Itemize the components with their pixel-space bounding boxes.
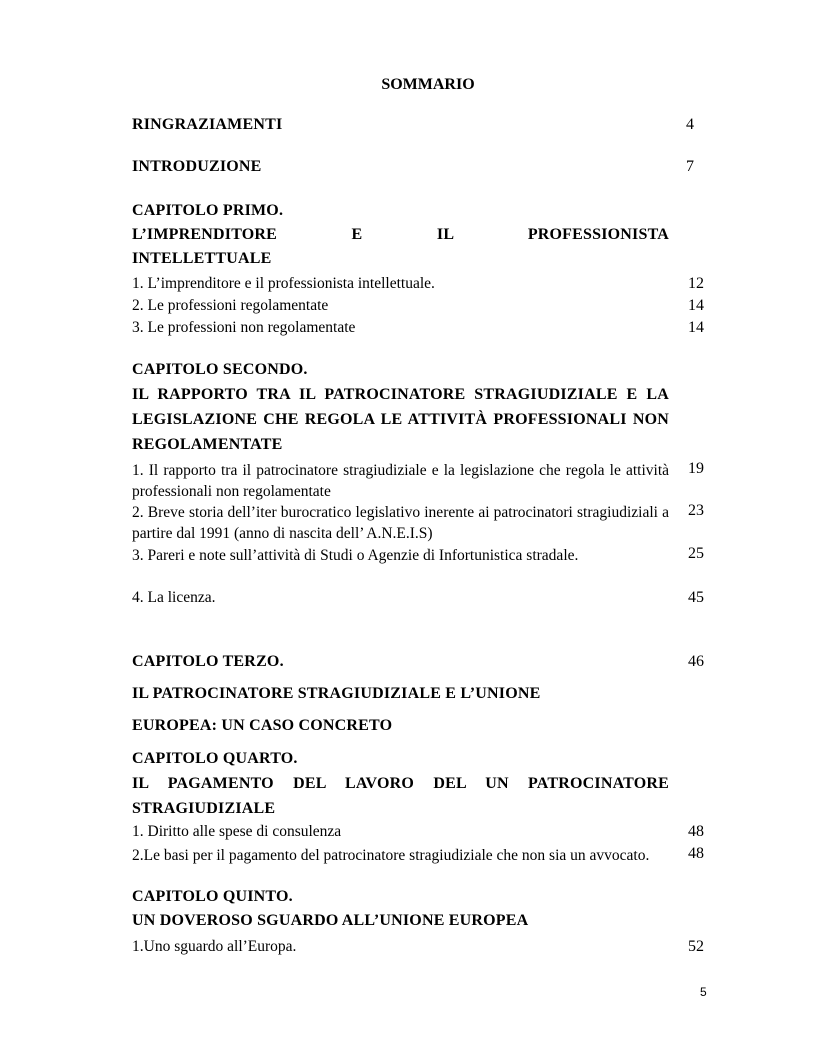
chapter-subtitle: INTELLETTUALE xyxy=(132,250,272,267)
toc-entry[interactable]: 1. Il rapporto tra il patrocinatore stragiudiziale e la legislazione che regola le attività professionali non regolamentate xyxy=(132,462,669,500)
toc-page-number: 4 xyxy=(686,116,694,133)
toc-entry[interactable]: 2.Le basi per il pagamento del patrocinatore stragiudiziale che non sia un avvocato. xyxy=(132,847,650,864)
chapter-subtitle: UN DOVEROSO SGUARDO ALL’UNIONE EUROPEA xyxy=(132,912,529,929)
toc-ringraziamenti[interactable]: RINGRAZIAMENTI xyxy=(132,116,283,133)
chapter-subtitle: L’IMPRENDITORE E IL PROFESSIONISTA xyxy=(132,226,670,243)
chapter-subtitle: IL PAGAMENTO DEL LAVORO DEL UN PATROCINATORE STRAGIUDIZIALE xyxy=(132,775,669,817)
toc-page-number: 23 xyxy=(688,502,704,519)
toc-page-number: 48 xyxy=(688,845,704,862)
toc-entry[interactable]: 4. La licenza. xyxy=(132,589,216,606)
page-title: SOMMARIO xyxy=(381,76,475,93)
toc-page-number: 46 xyxy=(688,653,704,670)
toc-page-number: 12 xyxy=(688,275,704,292)
toc-page-number: 52 xyxy=(688,938,704,955)
toc-entry[interactable]: 3. Le professioni non regolamentate xyxy=(132,319,356,336)
toc-entry[interactable]: 1. Diritto alle spese di consulenza xyxy=(132,823,342,840)
chapter-heading: CAPITOLO QUINTO. xyxy=(132,888,293,905)
toc-page-number: 25 xyxy=(688,545,704,562)
chapter-subtitle: IL RAPPORTO TRA IL PATROCINATORE STRAGIUDIZIALE E LA LEGISLAZIONE CHE REGOLA LE ATTIVITÀ PROFESSIONALI NON REGOLAMENTATE xyxy=(132,386,669,453)
toc-page-number: 19 xyxy=(688,460,704,477)
toc-introduzione[interactable]: INTRODUZIONE xyxy=(132,158,262,175)
page-number: 5 xyxy=(700,985,707,999)
toc-page-number: 48 xyxy=(688,823,704,840)
chapter-subtitle: IL PATROCINATORE STRAGIUDIZIALE E L’UNIONE xyxy=(132,685,541,702)
toc-entry[interactable]: 2. Breve storia dell’iter burocratico legislativo inerente ai patrocinatori stragiudiziali a partire dal 1991 (anno di nascita dell’ A.N.E.I.S) xyxy=(132,504,669,542)
chapter-subtitle: EUROPEA: UN CASO CONCRETO xyxy=(132,717,393,734)
chapter-heading: CAPITOLO PRIMO. xyxy=(132,202,284,219)
toc-entry[interactable]: 2. Le professioni regolamentate xyxy=(132,297,329,314)
chapter-heading: CAPITOLO TERZO. xyxy=(132,653,284,670)
toc-entry[interactable]: 3. Pareri e note sull’attività di Studi o Agenzie di Infortunistica stradale. xyxy=(132,547,579,564)
chapter-heading: CAPITOLO QUARTO. xyxy=(132,750,298,767)
toc-entry[interactable]: 1. L’imprenditore e il professionista intellettuale. xyxy=(132,275,435,292)
chapter-heading: CAPITOLO SECONDO. xyxy=(132,361,308,378)
toc-page-number: 14 xyxy=(688,319,704,336)
toc-page-number: 7 xyxy=(686,158,694,175)
toc-page-number: 14 xyxy=(688,297,704,314)
toc-page-number: 45 xyxy=(688,589,704,606)
toc-entry[interactable]: 1.Uno sguardo all’Europa. xyxy=(132,938,297,955)
